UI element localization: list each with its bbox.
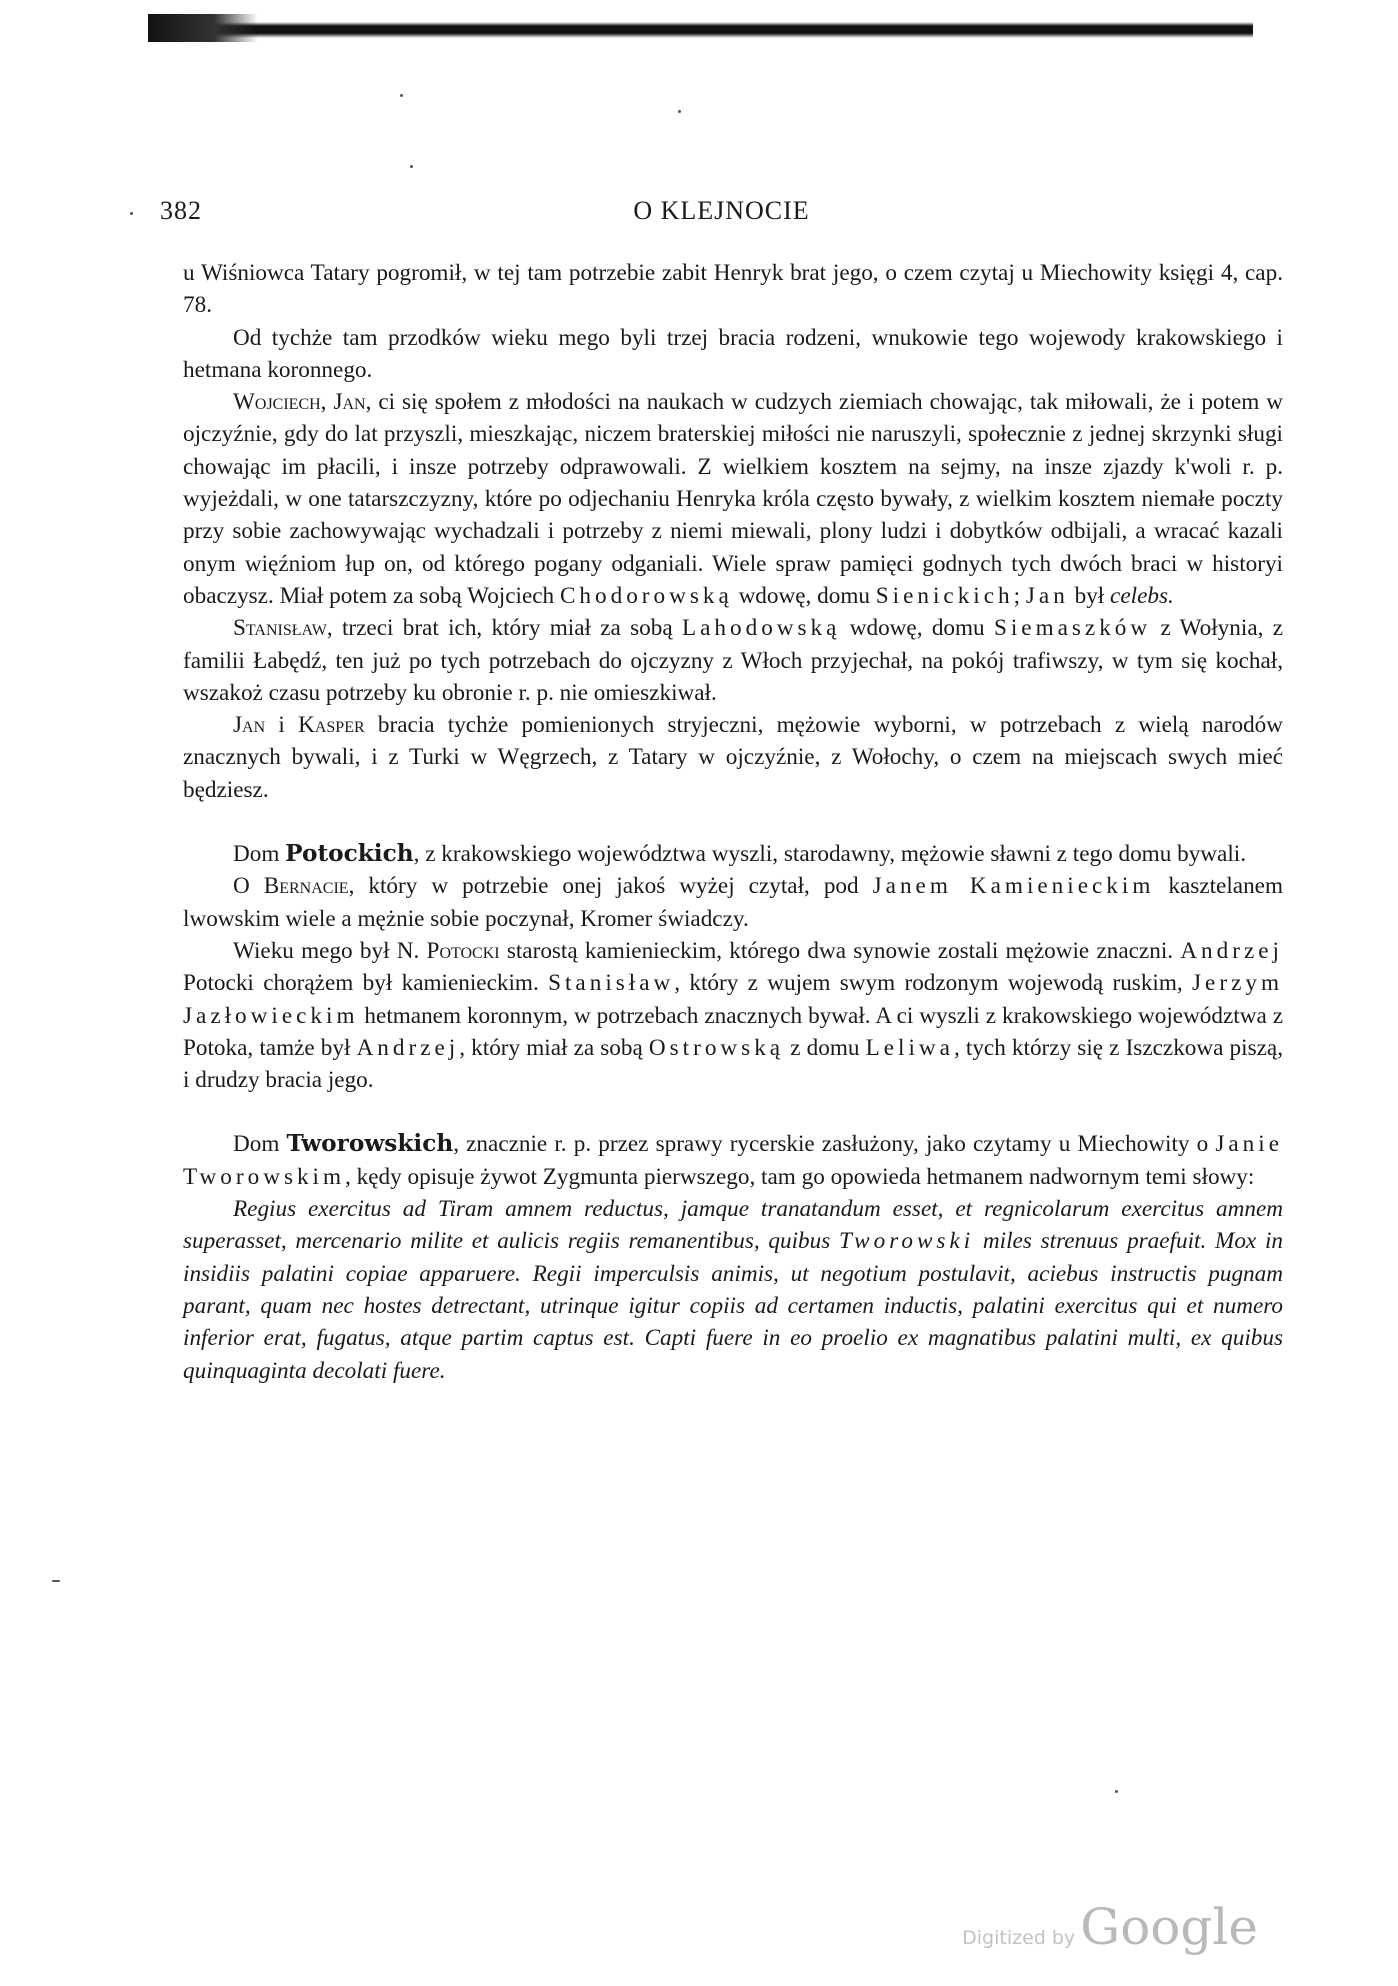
person-name: Jan [233,712,266,739]
watermark-digitized-text: Digitized by [962,1927,1076,1949]
spaced-name: Janie Tworowskim [183,1131,1284,1190]
body-text [183,257,1283,1387]
spaced-name: Jan [1025,582,1069,609]
paragraph: Wieku mego był N. Potocki starostą kamienieckim, którego dwa synowie zostali mężowie znaczni. Andrzej Potocki chorążem był kamienieckim. Stanisław, który z wujem swym rodzonym wojewodą ruskim, Jerzym Jazłowieckim hetmanem koronnym, w potrzebach znacznych bywał. A ci wyszli z krakowskiego województwa z Potoka, tamże był Andrzej, który miał za sobą Ostrowską z domu Leliwa, tych którzy się z Iszczkowa piszą, i drudzy bracia jego. [183,937,1283,1094]
scan-speck [400,94,403,97]
page-number: 382 [160,196,202,225]
person-name: Kasper [298,712,365,739]
running-title: O KLEJNOCIE [633,196,810,225]
spaced-name: Jerzym Jazłowieckim [183,970,1283,1029]
scan-speck [678,110,681,113]
page-header [160,196,1283,236]
paragraph: Jan i Kasper bracia tychże pomienionych stryjeczni, mężowie wyborni, w potrzebach z wielą narodów znacznych bywali, i z Turki w Węgrzech, z Tatary w ojczyźnie, z Wołochy, o czem na miejscach swych mieć będziesz. [183,712,1283,803]
spaced-name: Tworowski [838,1228,975,1255]
paragraph: Dom Tworowskich, znacznie r. p. przez sprawy rycerskie zasłużony, jako czytamy u Miechowity o Janie Tworowskim, kędy opisuje żywot Zygmunta pierwszego, tam go opowieda hetmanem nadwornym temi słowy: [183,1130,1284,1190]
latin-word: celebs. [1110,582,1174,609]
person-name: Stanisław [233,615,327,642]
spaced-name: Leliwa [865,1034,954,1061]
person-name: Bernacie [263,873,349,900]
paragraph: u Wiśniowca Tatary pogromił, w tej tam potrzebie zabit Henryk brat jego, o czem czytaj u Miechowity księgi 4, cap. 78. [183,260,1283,319]
paragraph: Stanisław, trzeci brat ich, który miał za sobą Lahodowską wdowę, domu Siemaszków z Wołynia, z familii Łabędź, ten już po tych potrzebach do ojczyzny z Włoch przyjechał, na pokój trafiwszy, w tym się kochał, wszakoż czasu potrzeby ku obronie r. p. nie omieszkiwał. [183,615,1283,706]
scan-edge-shadow-left [148,14,258,42]
spaced-name: Lahodowską [681,615,841,642]
scan-speck [52,1580,60,1582]
spaced-name: Andrzej [356,1034,460,1061]
paragraph: O Bernacie, który w potrzebie onej jakoś wyżej czytał, pod Janem Kamienieckim kasztelanem lwowskim wiele a mężnie sobie poczynał, Kromer świadczy. [183,873,1283,932]
scan-speck [410,165,413,168]
spaced-name: Andrzej [1180,937,1283,964]
digitized-by-google-watermark [962,1898,1258,1956]
spaced-name: Stanisław [548,970,675,997]
scan-edge-shadow [148,22,1253,38]
scan-speck [130,212,133,215]
paragraph: Wojciech, Jan, ci się społem z młodości na naukach w cudzych ziemiach chowając, tak miłowali, że i potem w ojczyźnie, gdy do lat przyszli, mieszkając, niczem braterskiej miłości nie naruszyli, społecznie z jednej skrzynki sługi chowając im płacili, i insze potrzeby odprawowali. Z wielkiem kosztem na sejmy, na insze zjazdy k'woli r. p. wyjeżdali, w one tatarszczyzny, które po odjechaniu Henryka króla często bywały, z wielkim kosztem niemałe poczty przy sobie zachowywając wychadzali i potrzeby z niemi miewali, plony ludzi i dobytków odbijali, a wracać kazali onym więźniom łup on, od którego pogany odganiali. Wiele spraw pamięci godnych tych dwóch braci w historyi obaczysz. Miał potem za sobą Wojciech Chodorowską wdowę, domu Sienickich; Jan był celebs. [183,389,1283,609]
spaced-name: Chodorowską [559,582,733,609]
paragraph: Dom Potockich, z krakowskiego województwa wyszli, starodawny, mężowie sławni z tego domu bywali. [233,840,1247,868]
scan-speck [1115,1790,1118,1793]
spaced-name: Sienickich [875,582,1014,609]
family-heading: Potockich [285,840,414,868]
spaced-name: Ostrowską [648,1034,785,1061]
person-name: Wojciech [233,389,321,416]
family-heading: Tworowskich [286,1130,454,1158]
google-logo: Google [1080,1898,1258,1956]
person-name: Jan [333,389,366,416]
person-name: Potocki [426,937,500,964]
spaced-name: Janem Kamienieckim [872,873,1155,900]
latin-quotation: Regius exercitus ad Tiram amnem reductus, jamque tranatandum esset, et regnicolarum exercitus amnem superasset, mercenario milite et aulicis regiis remanentibus, quibus Tworowski miles strenuus praefuit. Mox in insidiis palatini copiae apparuere. Regii imperculsis animis, ut negotium postulavit, aciebus instructis pugnam parant, quam nec hostes detrectant, utrinque igitur copiis ad certamen inductis, palatini exercitus qui et numero inferior erat, fugatus, atque partim captus est. Capti fuere in eo proelio ex magnatibus palatini multi, ex quibus quinquaginta decolati fuere. [183,1196,1283,1384]
spaced-name: Siemaszków [993,615,1152,642]
coat-of-arms-name: Łabędź [253,647,322,674]
paragraph: Od tychże tam przodków wieku mego byli trzej bracia rodzeni, wnukowie tego wojewody krakowskiego i hetmana koronnego. [183,324,1283,383]
